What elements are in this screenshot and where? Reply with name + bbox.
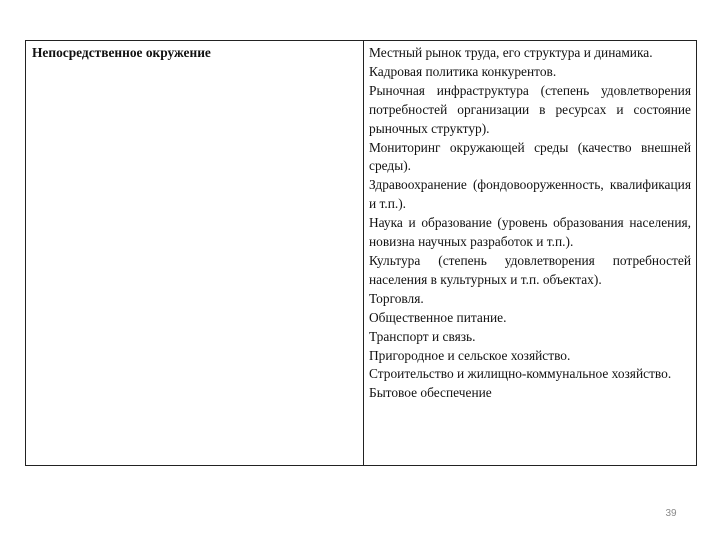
list-item: Рыночная инфраструктура (степень удовлетворения потребностей организации в ресурсах и состояние рыночных структур). [369, 82, 691, 136]
list-item: Наука и образование (уровень образования населения, новизна научных разработок и т.п.). [369, 215, 691, 250]
left-cell [26, 41, 364, 466]
list-item: Пригородное и сельское хозяйство. [369, 347, 571, 363]
list-item: Транспорт и связь. [369, 328, 476, 344]
list-item: Общественное питание. [369, 309, 507, 325]
list-item: Бытовое обеспечение [369, 385, 492, 401]
list-item: Мониторинг окружающей среды (качество внешней среды). [369, 139, 691, 174]
table-row [26, 41, 697, 466]
page-number: 39 [665, 508, 677, 519]
document-table [25, 40, 697, 466]
list-item: Строительство и жилищно-коммунальное хозяйство. [369, 366, 672, 382]
list-item: Кадровая политика конкурентов. [369, 63, 557, 79]
list-item: Здравоохранение (фондовооруженность, квалификация и т.п.). [369, 177, 691, 212]
list-item: Местный рынок труда, его структура и динамика. [369, 45, 653, 60]
list-item: Торговля. [369, 290, 424, 306]
left-cell-heading: Непосредственное окружение [32, 45, 211, 60]
right-cell [364, 41, 697, 466]
list-item: Культура (степень удовлетворения потребностей населения в культурных и т.п. объектах). [369, 252, 691, 287]
